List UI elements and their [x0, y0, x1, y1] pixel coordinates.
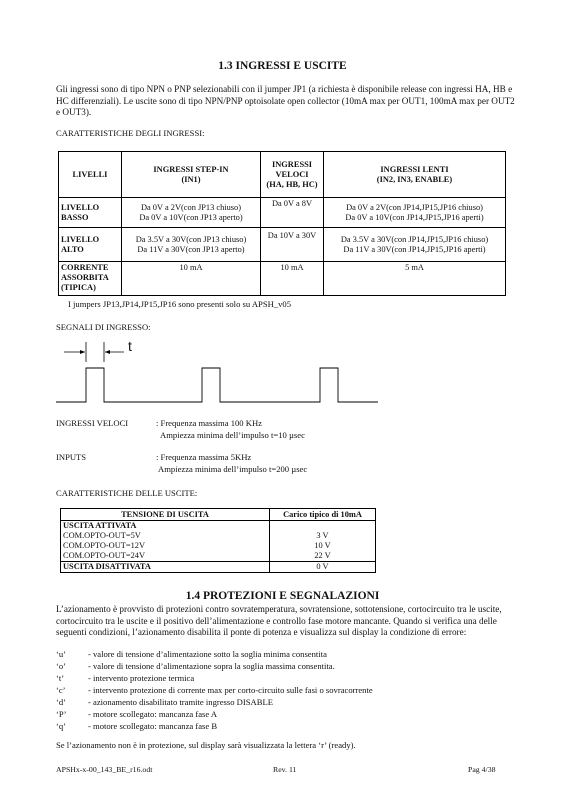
error-desc: - azionamento disabilitato tramite ingresso DISABLE — [88, 697, 273, 707]
out-row-value: 3 V — [270, 531, 376, 541]
cell-basso-veloci: Da 0V a 8V — [261, 198, 324, 228]
error-code: ‘o’ — [56, 661, 67, 671]
cell-alto-veloci: Da 10V a 30V — [261, 228, 324, 262]
header-livelli: LIVELLI — [59, 152, 122, 198]
active-empty — [270, 521, 376, 532]
cell-corrente-stepin: 10 mA — [122, 262, 261, 296]
protections-paragraph: L’azionamento è provvisto di protezioni contro sovratemperatura, sovratensione, sottotensione, cortocircuito tra le uscite, cortocircuito tra le uscite e il positivo dell’alimentazione e controllo fase motore mancante. Quando si verifica una delle seguenti condizioni, l’azionamento disabilita il ponte di potenza e visualizza sul display la condizione di errore: — [56, 604, 502, 637]
error-code: ‘u’ — [56, 649, 67, 659]
cell-basso-stepin: Da 0V a 2V(con JP13 chiuso) Da 0V a 10V(con JP13 aperto) — [122, 198, 261, 228]
cell-corrente-veloci: 10 mA — [261, 262, 324, 296]
header-step-in: INGRESSI STEP-IN (IN1) — [122, 152, 261, 198]
inputs-heading: CARATTERISTICHE DEGLI INGRESSI: — [56, 128, 205, 138]
section-title-protezioni: 1.4 PROTEZIONI E SEGNALAZIONI — [185, 590, 380, 602]
row-label-alto: LIVELLO ALTO — [59, 228, 122, 262]
row-label-basso: LIVELLO BASSO — [59, 198, 122, 228]
error-code: ‘P’ — [56, 709, 67, 719]
row-label-corrente: CORRENTE ASSORBITA (TIPICA) — [59, 262, 122, 296]
error-desc: - intervento protezione di corrente max per corto-circuito sulle fasi o sovracorrente — [88, 685, 373, 695]
header-tensione: TENSIONE DI USCITA — [61, 509, 270, 521]
error-desc: - motore scollegato: mancanza fase A — [88, 709, 218, 719]
intro-paragraph: Gli ingressi sono di tipo NPN o PNP selezionabili con il jumper JP1 (a richiesta è disponibile release con ingressi HA, HB e HC differenziali). Le uscite sono di tipo NPN/PNP optoisolate open collector (10mA max per OUT1, 100mA max per OUT2 e OUT3). — [56, 84, 515, 117]
out-row-value: 22 V — [270, 551, 376, 562]
t-label: t — [128, 338, 132, 354]
cell-corrente-lenti: 5 mA — [324, 262, 506, 296]
error-desc: - valore di tensione d’alimentazione sotto la soglia minima consentita — [88, 649, 327, 659]
outputs-heading: CARATTERISTICHE DELLE USCITE: — [56, 488, 198, 498]
inactive-label: USCITA DISATTIVATA — [61, 562, 270, 573]
veloci-label: INGRESSI VELOCI — [56, 418, 129, 428]
error-code: ‘c’ — [56, 685, 66, 695]
input-signal-waveform — [56, 338, 386, 408]
section-title-ingressi-uscite: 1.3 INGRESSI E USCITE — [218, 60, 347, 72]
error-desc: - intervento protezione termica — [88, 673, 195, 683]
footer-doc-name: APSHx-x-00_143_BE_r16.odt — [56, 765, 153, 774]
inputs-freq: : Frequenza massima 5KHz — [156, 452, 252, 462]
inputs-pulse: Ampiezza minima dell’impulso t=200 µsec — [158, 464, 308, 474]
cell-alto-stepin: Da 3.5V a 30V(con JP13 chiuso) Da 11V a 30V(con JP13 aperto) — [122, 228, 261, 262]
out-row-label: COM.OPTO-OUT=12V — [61, 541, 270, 551]
signals-heading: SEGNALI DI INGRESSO: — [56, 322, 151, 332]
out-row-label: COM.OPTO-OUT=5V — [61, 531, 270, 541]
veloci-freq: : Frequenza massima 100 KHz — [156, 418, 262, 428]
header-lenti: INGRESSI LENTI (IN2, IN3, ENABLE) — [324, 152, 506, 198]
error-desc: - motore scollegato: mancanza fase B — [88, 721, 218, 731]
inputs-table — [58, 151, 506, 296]
ready-text: Se l’azionamento non è in protezione, sul display sarà visualizzata la lettera ‘r’ (ready). — [56, 740, 356, 750]
error-desc: - valore di tensione d’alimentazione sopra la soglia massima consentita. — [88, 661, 335, 671]
error-code: ‘t’ — [56, 673, 65, 683]
cell-basso-lenti: Da 0V a 2V(con JP14,JP15,JP16 chiuso) Da 0V a 10V(con JP14,JP15,JP16 aperti) — [324, 198, 506, 228]
jumpers-note: I jumpers JP13,JP14,JP15,JP16 sono presenti solo su APSH_v05 — [68, 299, 291, 309]
veloci-pulse: Ampiezza minima dell’impulso t=10 µsec — [160, 430, 305, 440]
footer-page-number: Pag 4/38 — [468, 765, 496, 774]
out-row-value: 10 V — [270, 541, 376, 551]
error-code: ‘q’ — [56, 721, 67, 731]
out-row-label: COM.OPTO-OUT=24V — [61, 551, 270, 562]
inactive-value: 0 V — [270, 562, 376, 573]
cell-alto-lenti: Da 3.5V a 30V(con JP14,JP15,JP16 chiuso) Da 11V a 30V(con JP14,JP15,JP16 aperti) — [324, 228, 506, 262]
error-code: ‘d’ — [56, 697, 67, 707]
active-label: USCITA ATTIVATA — [61, 521, 270, 532]
header-veloci: INGRESSI VELOCI (HA, HB, HC) — [261, 152, 324, 198]
outputs-table — [60, 508, 376, 573]
inputs-label: INPUTS — [56, 452, 87, 462]
footer-revision: Rev. 11 — [273, 765, 297, 774]
header-carico: Carico tipico di 10mA — [270, 509, 376, 521]
